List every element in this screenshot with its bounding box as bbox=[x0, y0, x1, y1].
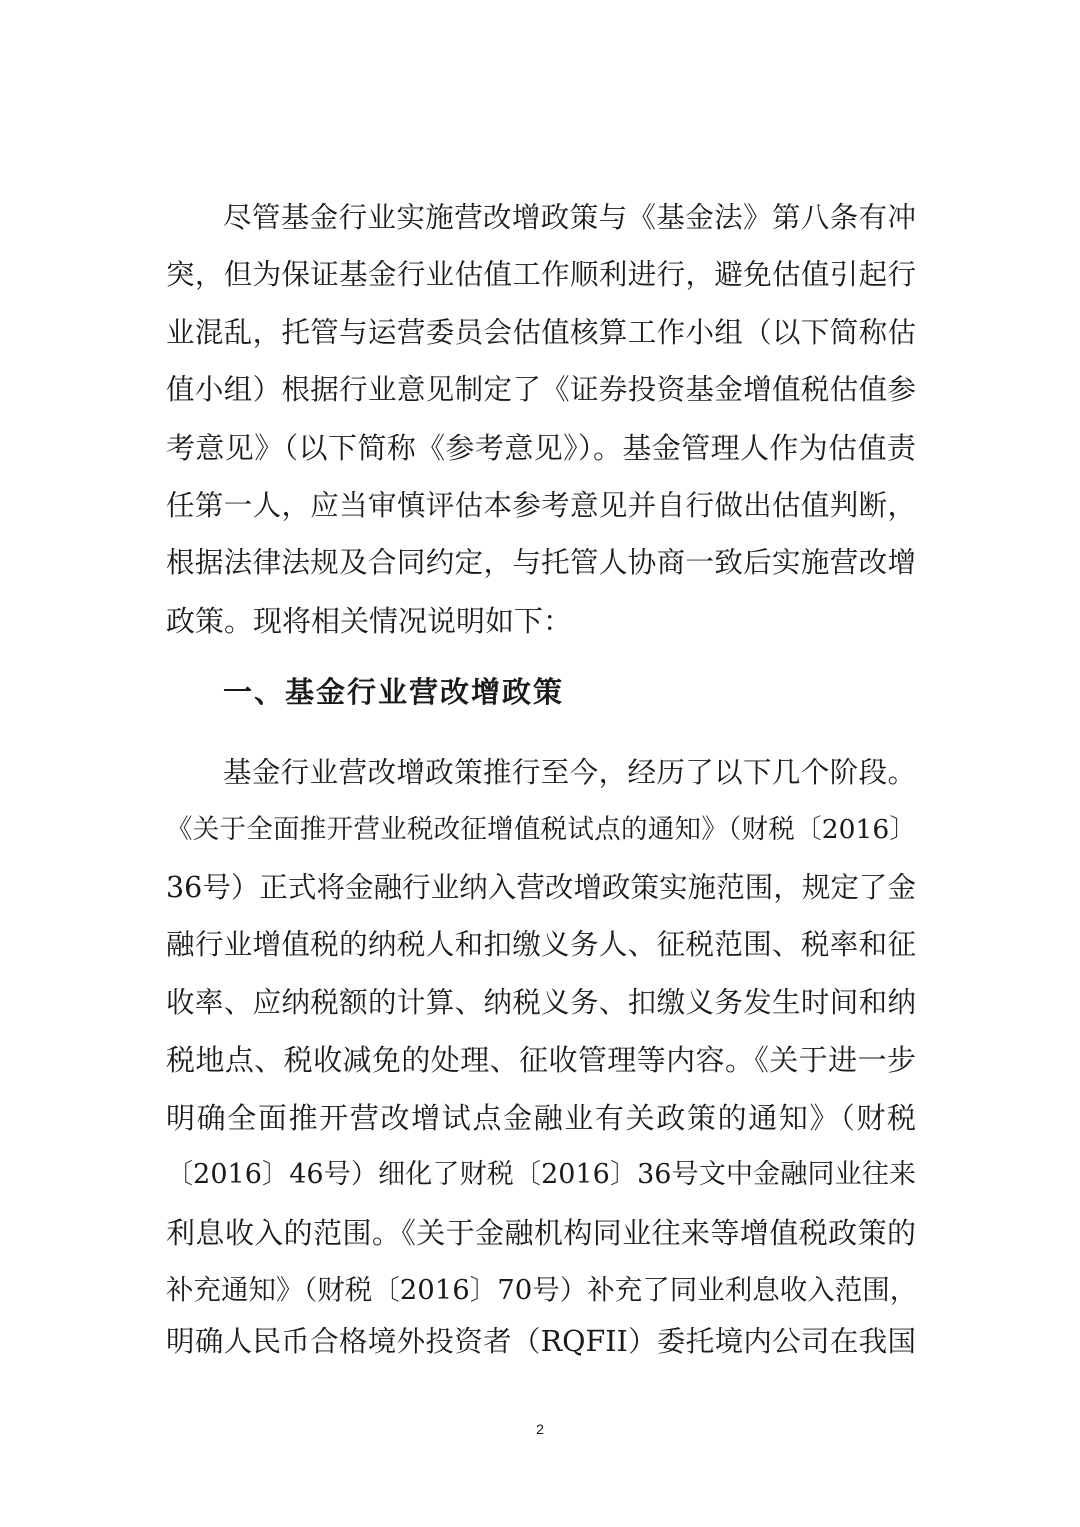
paragraph2-line-1: 基金行业营改增政策推行至今，经历了以下几个阶段。 bbox=[223, 756, 916, 789]
paragraph1-line-3: 业混乱，托管与运营委员会估值核算工作小组（以下简称估 bbox=[166, 316, 916, 349]
paragraph1-line-8: 政策。现将相关情况说明如下： bbox=[166, 604, 573, 638]
paragraph1-line-5: 考意见》（以下简称《参考意见》）。基金管理人作为估值责 bbox=[166, 431, 916, 465]
paragraph1-line-1: 尽管基金行业实施营改增政策与《基金法》第八条有冲 bbox=[223, 201, 916, 234]
paragraph2-line-2: 《关于全面推开营业税改征增值税试点的通知》（财税〔2016〕 bbox=[166, 814, 916, 845]
paragraph1-line-2: 突，但为保证基金行业估值工作顺利进行，避免估值引起行 bbox=[166, 258, 916, 291]
paragraph1-line-4: 值小组）根据行业意见制定了《证券投资基金增值税估值参 bbox=[166, 373, 916, 406]
section-heading: 一、基金行业营改增政策 bbox=[223, 675, 565, 709]
paragraph2-line-5: 收率、应纳税额的计算、纳税义务、扣缴义务发生时间和纳 bbox=[166, 986, 916, 1019]
paragraph1-line-7: 根据法律法规及合同约定，与托管人协商一致后实施营改增 bbox=[166, 546, 916, 579]
paragraph2-line-4: 融行业增值税的纳税人和扣缴义务人、征税范围、税率和征 bbox=[166, 928, 916, 961]
page-number: 2 bbox=[536, 1421, 544, 1437]
paragraph2-line-11: 明确人民币合格境外投资者（RQFII）委托境内公司在我国 bbox=[166, 1325, 916, 1358]
paragraph1-line-6: 任第一人，应当审慎评估本参考意见并自行做出估值判断， bbox=[166, 489, 916, 522]
paragraph2-line-10: 补充通知》（财税〔2016〕70号）补充了同业利息收入范围， bbox=[166, 1274, 918, 1306]
paragraph2-line-6: 税地点、税收减免的处理、征收管理等内容。《关于进一步 bbox=[166, 1043, 916, 1077]
paragraph2-line-9: 利息收入的范围。《关于金融机构同业往来等增值税政策的 bbox=[166, 1216, 916, 1250]
paragraph2-line-8: 〔2016〕46号）细化了财税〔2016〕36号文中金融同业往来 bbox=[166, 1159, 916, 1190]
paragraph2-line-7: 明确全面推开营改增试点金融业有关政策的通知》（财税 bbox=[166, 1101, 916, 1135]
paragraph2-line-3: 36号）正式将金融行业纳入营改增政策实施范围，规定了金 bbox=[166, 871, 916, 904]
